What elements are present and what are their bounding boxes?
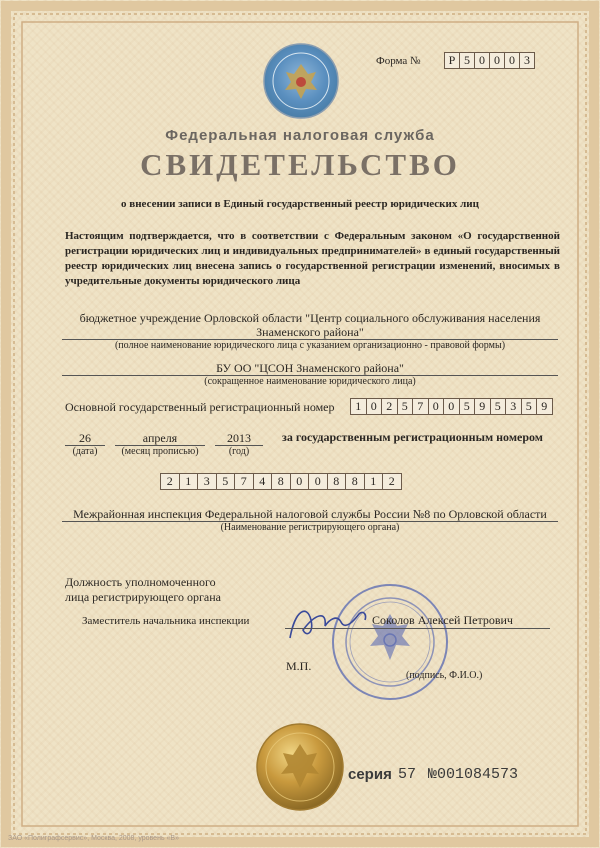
seal-mark: М.П. (286, 659, 312, 673)
document-title: СВИДЕТЕЛЬСТВО (140, 147, 460, 182)
ogrn-digit: 3 (505, 398, 521, 415)
printer-imprint: ЗАО «Полиграфсервис», Москва, 2008, уровень «В» (8, 835, 179, 842)
ogrn-digit: 7 (412, 398, 428, 415)
form-code-digit: 0 (474, 52, 489, 69)
org-full-name-line2: Знаменского района" (256, 325, 364, 339)
grn-digit: 8 (327, 473, 346, 490)
org-short-name: БУ ОО "ЦСОН Знаменского района" (216, 361, 404, 375)
grn-digit: 4 (253, 473, 272, 490)
form-code-digit: 3 (519, 52, 535, 69)
signature-icon (285, 600, 370, 645)
date-day-caption: (дата) (72, 446, 98, 457)
signatory-position: Заместитель начальника инспекции (82, 615, 250, 627)
ogrn-digit: 5 (459, 398, 475, 415)
grn-digit: 7 (234, 473, 253, 490)
form-label: Форма № (376, 55, 421, 67)
series-value: 57 (398, 766, 417, 783)
date-year: 2013 (227, 431, 251, 445)
date-month: апреля (142, 431, 178, 445)
ogrn-digit: 9 (536, 398, 553, 415)
grn-digit: 1 (179, 473, 198, 490)
signatory-caption: (подпись, Ф.И.О.) (406, 670, 483, 681)
signatory-heading-line2: лица регистрирующего органа (65, 590, 221, 604)
ogrn-digit: 2 (381, 398, 397, 415)
fns-emblem-icon (262, 42, 340, 120)
ogrn-label: Основной государственный регистрационный номер (65, 400, 335, 414)
form-code-digit: 0 (504, 52, 519, 69)
signatory-person: Соколов Алексей Петрович (372, 613, 513, 627)
form-code (444, 52, 535, 69)
ogrn-digit: 1 (350, 398, 366, 415)
grn-number (160, 473, 402, 490)
grn-digit: 0 (308, 473, 327, 490)
ogrn-digit: 0 (366, 398, 382, 415)
grn-digit: 3 (197, 473, 216, 490)
org-full-name-line1: бюджетное учреждение Орловской области "Центр социального обслуживания населения (79, 311, 541, 325)
ogrn-digit: 9 (474, 398, 490, 415)
date-month-caption: (месяц прописью) (121, 446, 199, 457)
grn-label: за государственным регистрационным номером (282, 430, 543, 444)
grn-digit: 0 (290, 473, 309, 490)
ogrn-number (350, 398, 553, 415)
grn-digit: 5 (216, 473, 235, 490)
series-label: серия (348, 766, 392, 783)
form-code-digit: Р (444, 52, 459, 69)
service-name: Федеральная налоговая служба (165, 127, 435, 144)
grn-digit: 2 (382, 473, 402, 490)
form-code-digit: 0 (489, 52, 504, 69)
registrar-caption: (Наименование регистрирующего органа) (220, 522, 400, 533)
grn-digit: 2 (160, 473, 179, 490)
date-year-caption: (год) (228, 446, 250, 457)
ogrn-digit: 5 (490, 398, 506, 415)
grn-digit: 1 (364, 473, 383, 490)
date-day: 26 (79, 431, 91, 445)
divider (285, 628, 550, 629)
form-code-digit: 5 (459, 52, 474, 69)
grn-digit: 8 (345, 473, 364, 490)
org-full-name-caption: (полное наименование юридического лица с указанием организационно - правовой формы) (114, 340, 506, 351)
ogrn-digit: 0 (428, 398, 444, 415)
ogrn-digit: 0 (443, 398, 459, 415)
ogrn-digit: 5 (397, 398, 413, 415)
document-subtitle: о внесении записи в Единый государственный реестр юридических лиц (121, 198, 479, 210)
registrar-name: Межрайонная инспекция Федеральной налоговой службы России №8 по Орловской области (73, 507, 547, 521)
statement-text: Настоящим подтверждается, что в соответствии с Федеральным законом «О государственной регистрации юридических лиц и индивидуальных предпринимателей» в единый государственный реестр юридических лиц внесена запись о государственной регистрации изменений, вносимых в учредительные документы юридического лица (65, 230, 560, 287)
ogrn-digit: 5 (521, 398, 537, 415)
org-short-name-caption: (сокращенное наименование юридического лица) (204, 376, 416, 387)
gold-seal-icon (255, 722, 345, 812)
grn-digit: 8 (271, 473, 290, 490)
series-number: №001084573 (428, 766, 519, 783)
signatory-heading-line1: Должность уполномоченного (65, 575, 216, 589)
